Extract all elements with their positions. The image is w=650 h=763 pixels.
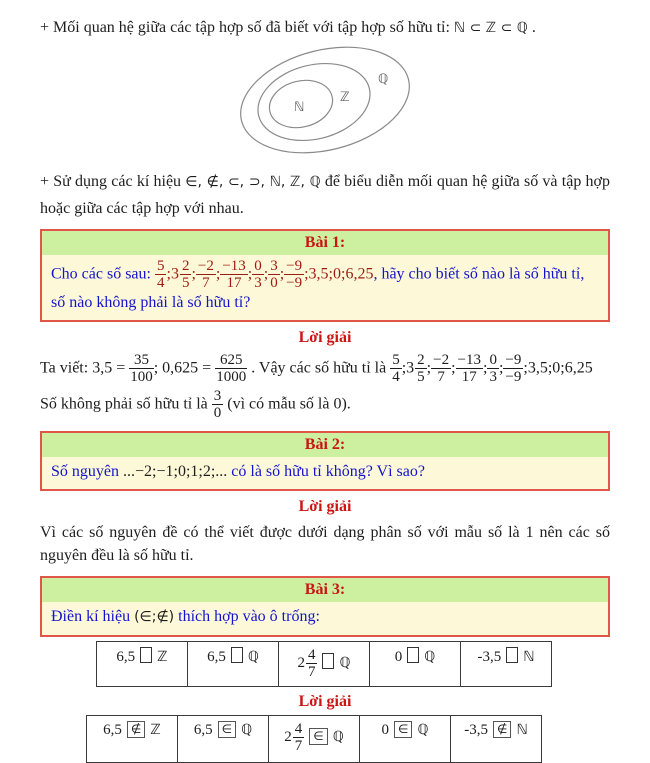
text-run: 6,5	[207, 648, 226, 665]
venn-diagram	[40, 41, 610, 164]
text-run: (vì có mẫu số là 0).	[223, 394, 351, 412]
text-run: ℚ	[424, 648, 436, 665]
text-run: -3,5	[477, 648, 502, 665]
text-run: ℚ	[247, 648, 259, 665]
mixed-number: 2 $\frac{4}{7}$	[284, 720, 303, 754]
table-cell	[359, 715, 451, 763]
text-run: ;	[215, 264, 221, 282]
solution-label-3: Lời giải	[298, 692, 352, 710]
fraction: $\frac{-2}{7}$	[197, 257, 214, 291]
text-run: 0	[394, 648, 403, 665]
problem-box-2	[40, 431, 610, 491]
solution-label-1: Lời giải	[298, 329, 352, 347]
text-run: ℤ	[150, 721, 161, 738]
label-Z: ℤ	[340, 90, 350, 106]
table-cell	[369, 641, 461, 687]
fill-in-table	[96, 641, 610, 687]
blank-box	[140, 647, 152, 663]
fraction: $\frac{5}{4}$	[392, 352, 400, 386]
text-run: ℚ	[339, 654, 351, 671]
text-run: Số không phải số hữu tỉ là	[40, 394, 212, 412]
text-run: ℤ	[157, 648, 168, 665]
text-run: có là số hữu tỉ không? Vì sao?	[227, 462, 425, 480]
problem-3-title: Bài 3:	[42, 578, 608, 602]
text-run: Ta viết: 3,5 =	[40, 359, 130, 377]
text-run: ℕ ⊂ ℤ ⊂ ℚ	[453, 20, 528, 36]
text-run: ;	[247, 264, 253, 282]
fraction: $\frac{0}{3}$	[254, 257, 262, 291]
fraction: $\frac{-2}{7}$	[433, 352, 450, 386]
text-run: 0	[381, 721, 389, 738]
text-run: để biểu diễn mối quan hệ giữa số và tập hợp hoặc giữa các tập hợp với nhau.	[40, 173, 611, 218]
text-run: ;	[498, 359, 504, 377]
blank-box	[407, 647, 419, 663]
fraction: $\frac{3}{0}$	[270, 257, 278, 291]
table-cell	[177, 715, 269, 763]
solution-1-line-1	[40, 352, 610, 385]
text-run: Số nguyên	[51, 462, 123, 480]
symbol-box: ∉	[493, 721, 511, 739]
table-cell	[96, 641, 188, 687]
text-run: ;3,5;0;6,25	[304, 264, 374, 282]
fraction: $\frac{-13}{17}$	[457, 352, 481, 386]
fraction: $\frac{-9}{-9}$	[505, 352, 522, 386]
text-run: 6,5	[103, 721, 122, 738]
text-run: ...−2;−1;0;1;2;...	[123, 462, 228, 480]
text-run: (∈;∉)	[134, 609, 175, 626]
fraction: $\frac{-9}{-9}$	[286, 257, 303, 291]
text-run: + Mối quan hệ giữa các tập hợp số đã biết với tập hợp số hữu tỉ:	[40, 19, 454, 36]
text-run: ;	[263, 264, 269, 282]
text-run: ℚ	[241, 721, 253, 738]
symbol-box: ∈	[309, 728, 327, 746]
text-run: ∈, ∉, ⊂, ⊃, ℕ, ℤ, ℚ	[185, 174, 321, 191]
venn-ellipses	[210, 41, 440, 159]
problem-3-question	[42, 602, 608, 634]
table-cell	[86, 715, 178, 763]
problem-2-title: Bài 2:	[42, 433, 608, 457]
text-run: -3,5	[464, 721, 489, 738]
table-cell	[450, 715, 542, 763]
fraction: $\frac{-13}{17}$	[222, 257, 246, 291]
symbol-box: ∉	[127, 721, 145, 739]
intro-relation-paragraph	[40, 16, 610, 39]
text-run: ℕ	[523, 648, 535, 665]
solution-1-line-2	[40, 388, 610, 421]
text-run: ;	[426, 359, 432, 377]
solution-2-paragraph: Vì các số nguyên đề có thể viết được dưới dạng phân số với mẫu số là 1 nên các số nguyên đều là số hữu tỉ.	[40, 524, 610, 565]
table-cell	[460, 641, 552, 687]
fraction: $\frac{625}{1000}$	[216, 352, 247, 386]
text-run: Cho các số sau:	[51, 264, 155, 282]
text-run: . Vậy các số hữu tỉ là	[247, 359, 391, 377]
text-run: ; 0,625 =	[153, 359, 216, 377]
text-run: ;3,5;0;6,25	[523, 359, 593, 377]
text-run: ;	[401, 359, 407, 377]
text-run: ;	[166, 264, 171, 282]
table-cell	[278, 641, 370, 687]
text-run: .	[527, 19, 536, 36]
text-run: thích hợp vào ô trống:	[174, 608, 320, 626]
blank-box	[322, 653, 334, 669]
text-run: + Sử dụng các kí hiệu	[40, 173, 186, 191]
mixed-number: 3 $\frac{2}{5}$	[170, 257, 190, 291]
fraction: $\frac{35}{100}$	[130, 352, 153, 386]
problem-2-question	[42, 457, 608, 489]
text-run: ;	[279, 264, 285, 282]
text-run: ℚ	[332, 728, 344, 745]
text-run: , hãy cho biết số nào là số hữu tỉ, số nào không phải là số hữu tỉ?	[51, 264, 585, 311]
blank-box	[231, 647, 243, 663]
text-run: ;	[191, 264, 196, 282]
label-Q: ℚ	[378, 72, 389, 88]
mixed-number: 3 $\frac{2}{5}$	[406, 352, 425, 386]
text-run: 6,5	[116, 648, 136, 665]
problem-box-1	[40, 229, 610, 323]
symbol-box: ∈	[394, 721, 412, 739]
fraction: $\frac{5}{4}$	[156, 257, 165, 291]
problem-1-title: Bài 1:	[42, 231, 608, 255]
table-cell	[268, 715, 360, 763]
text-run: ℚ	[417, 721, 429, 738]
solution-label-2: Lời giải	[298, 498, 352, 516]
text-run: ;	[483, 359, 488, 377]
fraction: $\frac{3}{0}$	[213, 387, 222, 421]
text-run: ;	[451, 359, 456, 377]
answer-table	[86, 715, 610, 763]
problem-box-3	[40, 576, 610, 636]
outer-ellipse-Q	[229, 41, 420, 159]
symbol-box: ∈	[218, 721, 236, 739]
table-cell	[187, 641, 279, 687]
text-run: Điền kí hiệu	[51, 608, 135, 626]
label-N: ℕ	[294, 100, 305, 116]
fraction: $\frac{0}{3}$	[489, 352, 497, 386]
text-run: ℕ	[516, 721, 528, 738]
intro-symbols-paragraph	[40, 168, 610, 222]
middle-ellipse-Z	[250, 52, 379, 151]
blank-box	[506, 647, 518, 663]
text-run: 6,5	[193, 721, 213, 738]
problem-1-question	[42, 255, 608, 321]
mixed-number: 2 $\frac{4}{7}$	[297, 646, 316, 680]
